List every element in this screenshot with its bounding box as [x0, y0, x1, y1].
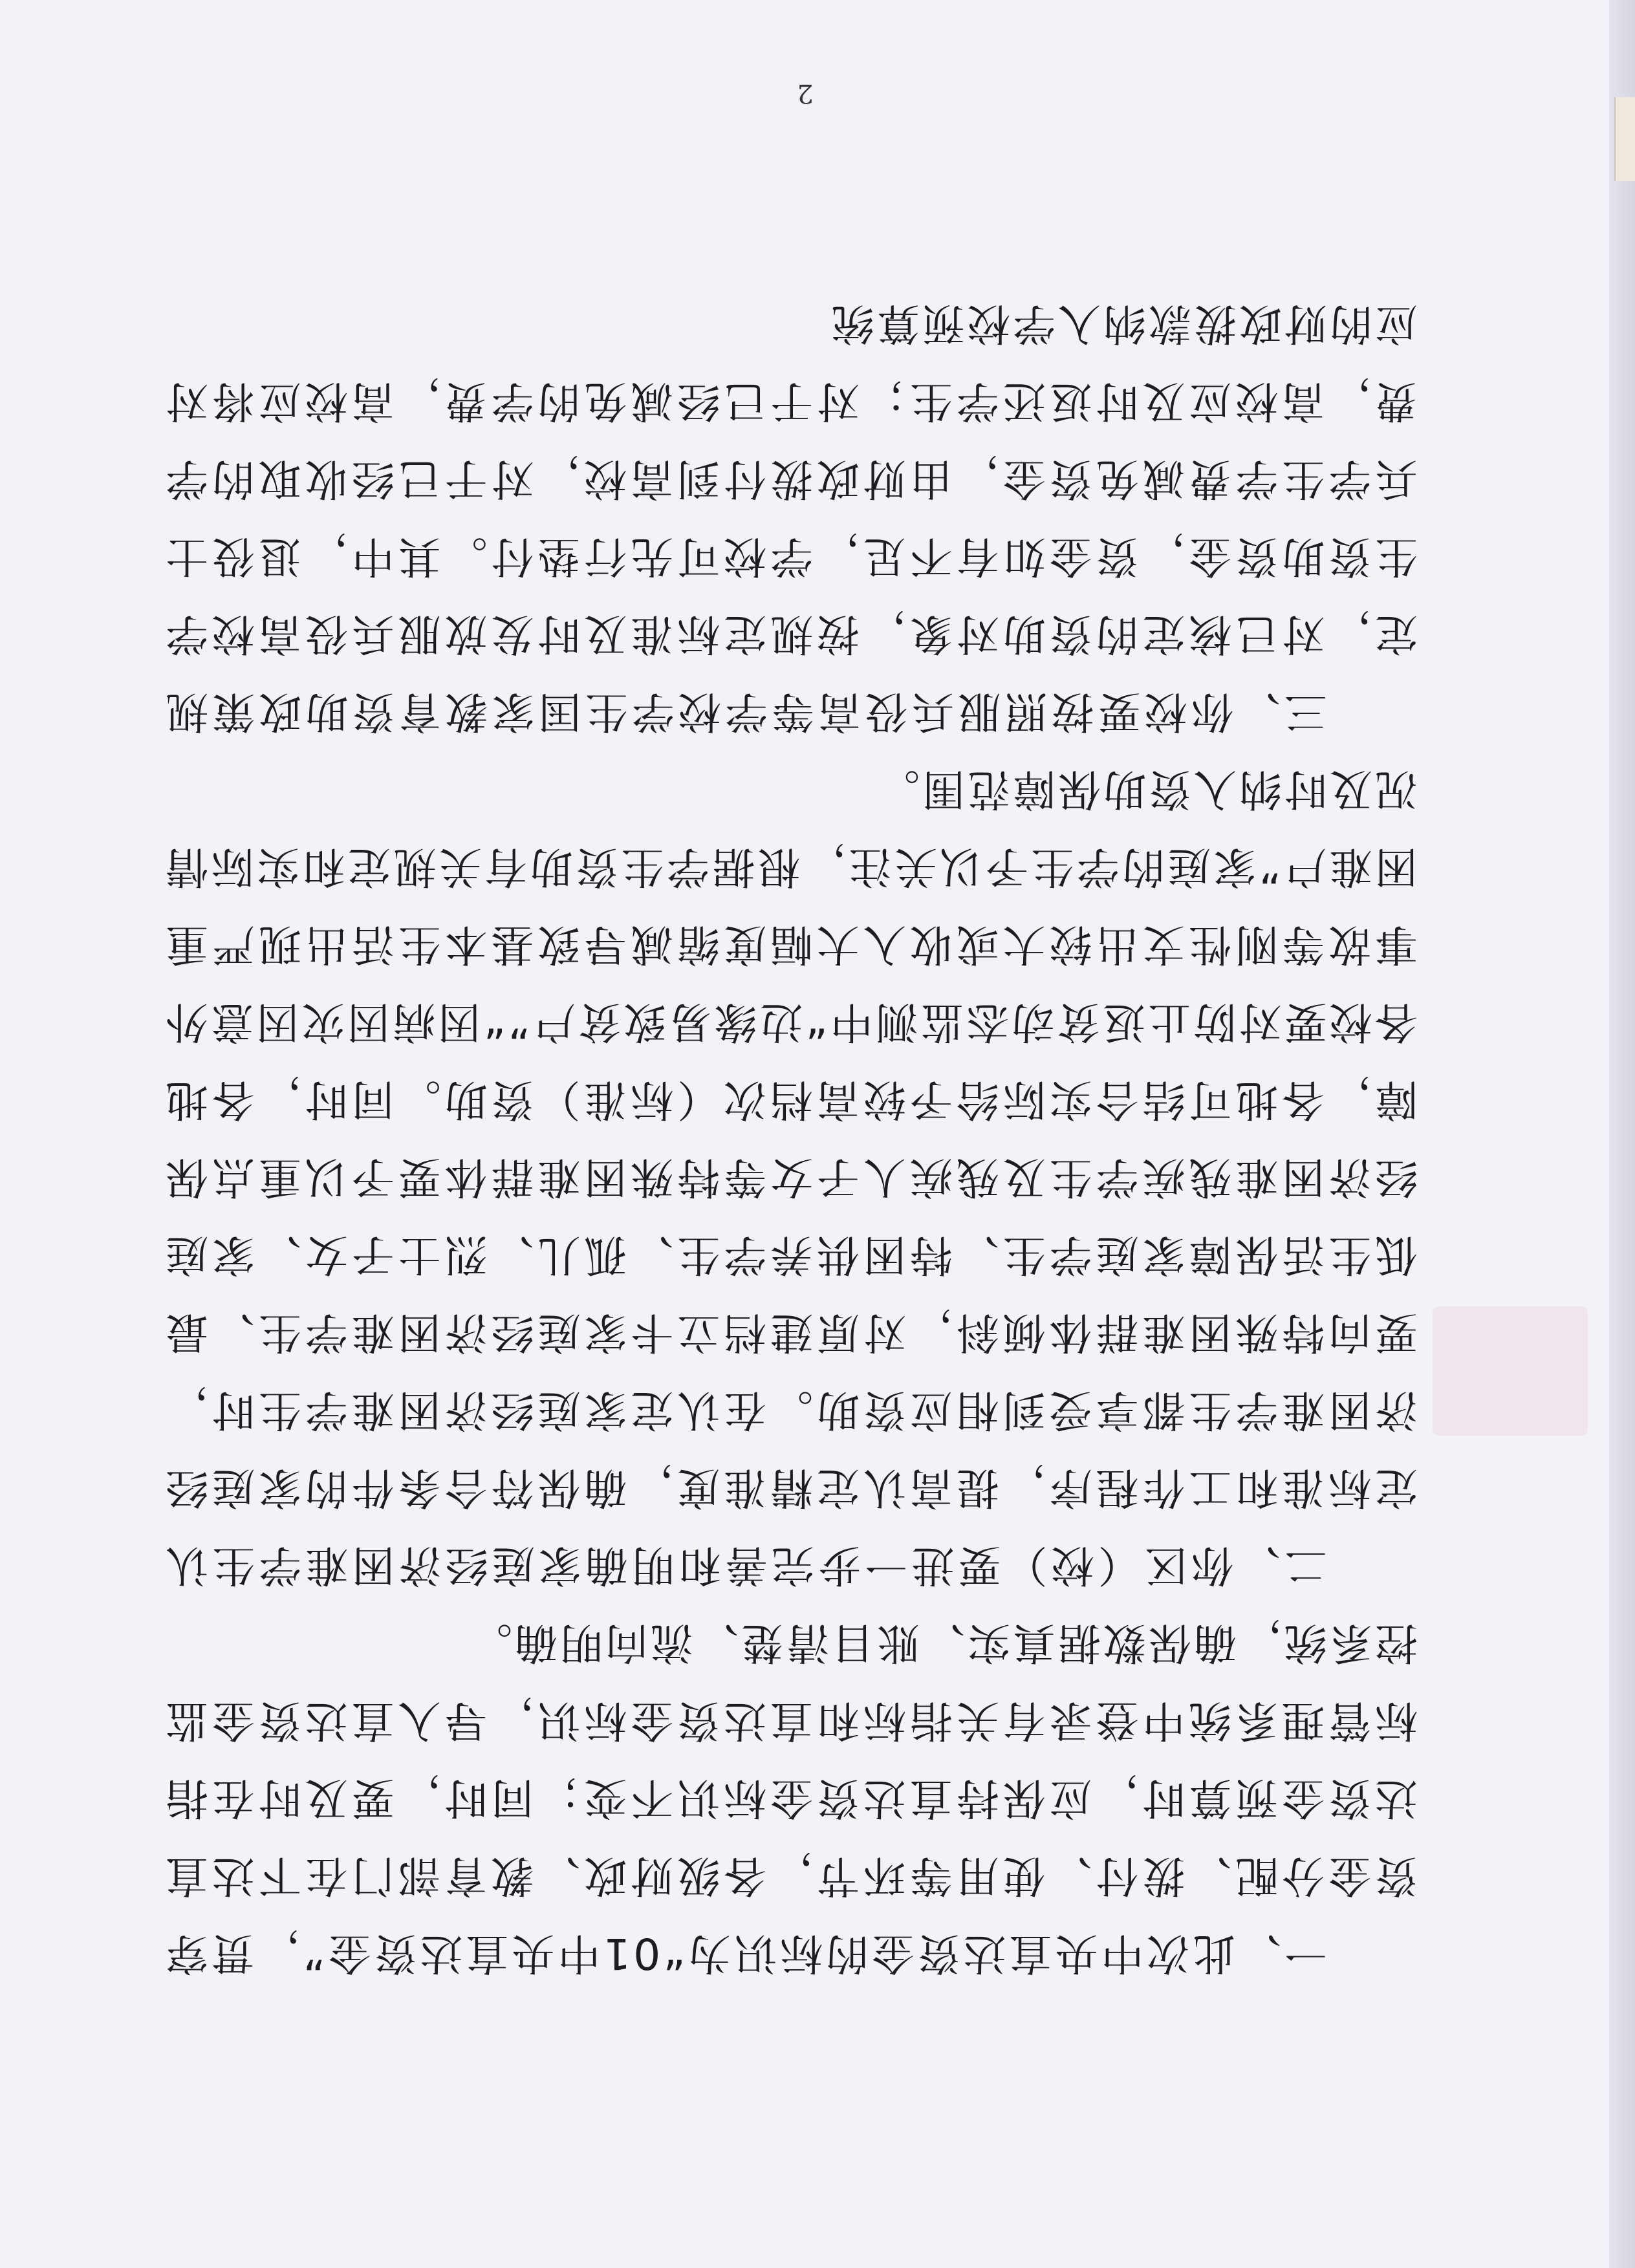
document-body: [163, 285, 1418, 1992]
paper-tab: [1614, 97, 1635, 181]
paragraph-3: 三、你校要按照服兵役高等学校学生国家教育资助政策规定，对已核定的资助对象，按规定标准及时发放服兵役高校学生资助资金，资金如有不足，学校可先行垫付。其中，退役士兵学生学费减免资金，由财政拨付到高校，对于已经收取的学费，高校应及时返还学生；对于已经减免的学费，高校应将对应的财政拨款纳入学校预算统: [163, 299, 1418, 737]
scan-edge: [1609, 0, 1635, 2268]
page-number: 2: [797, 78, 814, 108]
paragraph-1: 一、此次中央直达资金的标识为“01中央直达资金”，贯穿资金分配、拨付、使用等环节，各级财政、教育部门在下达直达资金预算时，应保持直达资金标识不变；同时，要及时在指标管理系统中登录有关指标和直达资金标识，导入直达资金监控系统，确保数据真实、账目清楚、流向明确。: [163, 1618, 1418, 1978]
paragraph-2: 二、你区（校）要进一步完善和明确家庭经济困难学生认定标准和工作程序，提高认定精准度，确保符合条件的家庭经济困难学生都享受到相应资助。在认定家庭经济困难学生时，要向特殊困难群体倾斜，对原建档立卡家庭经济困难学生、最低生活保障家庭学生、特困供养学生、孤儿、烈士子女、家庭经济困难残疾学生及残疾人子女等特殊困难群体要予以重点保障，各地可结合实际给予较高档次（标准）资助。同时，各地各校要对防止返贫动态监测中“边缘易致贫户”“因病因灾因意外事故等刚性支出较大或收入大幅度缩减导致基本生活出现严重困难户”家庭的学生予以关注，根据学生资助有关规定和实际情况及时纳入资助保障范围。: [163, 764, 1418, 1590]
